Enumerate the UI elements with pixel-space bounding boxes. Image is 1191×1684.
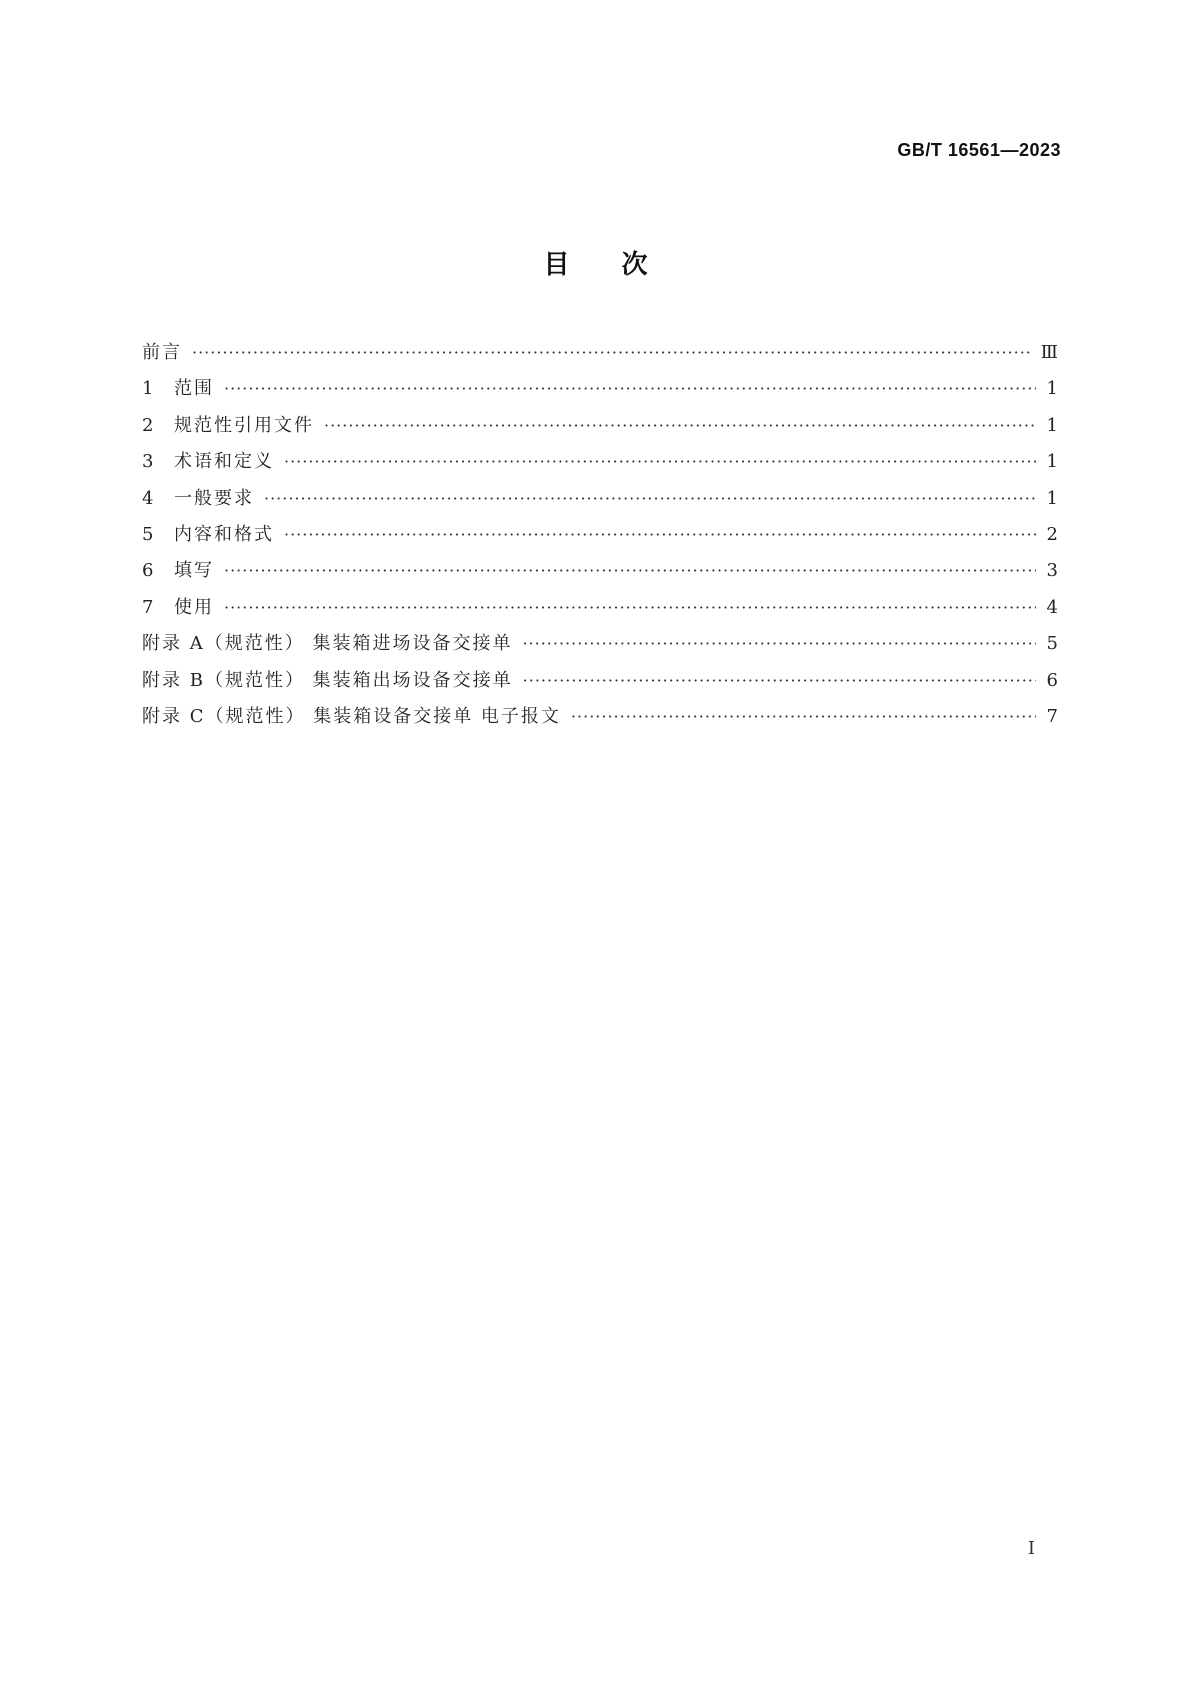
- page-title: 目次: [543, 250, 700, 280]
- toc-entry-page: 5: [1046, 633, 1058, 655]
- toc-leader-dots: [224, 598, 1036, 617]
- table-of-contents: [142, 338, 1058, 738]
- toc-leader-dots: [571, 707, 1036, 726]
- toc-entry-number: 4: [142, 487, 154, 509]
- toc-entry-number: 5: [142, 523, 154, 545]
- toc-entry-label: 使用: [174, 596, 214, 618]
- toc-entry-6[interactable]: [142, 556, 1058, 592]
- toc-entry-number: 1: [142, 378, 154, 400]
- toc-leader-dots: [264, 489, 1036, 508]
- toc-leader-dots: [224, 379, 1036, 398]
- toc-entry-5[interactable]: [142, 520, 1058, 556]
- toc-entry-appendix-c[interactable]: [142, 702, 1058, 738]
- toc-entry-label: 一般要求: [174, 487, 254, 509]
- toc-entry-label: 前言: [142, 342, 182, 363]
- toc-leader-dots: [284, 452, 1036, 471]
- toc-entry-page: 3: [1046, 560, 1058, 582]
- toc-entry-page: 1: [1046, 451, 1058, 473]
- toc-entry-label: 内容和格式: [174, 523, 274, 545]
- toc-entry-number: 3: [142, 451, 154, 473]
- toc-entry-label: 附录 C（规范性） 集装箱设备交接单 电子报文: [142, 705, 561, 727]
- toc-entry-page: 2: [1046, 523, 1058, 545]
- toc-entry-2[interactable]: [142, 411, 1058, 447]
- toc-leader-dots: [284, 525, 1036, 544]
- toc-entry-1[interactable]: [142, 374, 1058, 410]
- page-number: I: [1027, 1538, 1035, 1559]
- standard-code: GB/T 16561—2023: [897, 140, 1061, 160]
- toc-entry-page: Ⅲ: [1040, 342, 1058, 363]
- toc-entry-7[interactable]: [142, 593, 1058, 629]
- toc-entry-label: 术语和定义: [174, 451, 274, 473]
- toc-entry-4[interactable]: [142, 484, 1058, 520]
- toc-entry-number: 2: [142, 414, 154, 436]
- toc-entry-label: 规范性引用文件: [174, 414, 314, 436]
- toc-leader-dots: [523, 671, 1036, 690]
- toc-entry-number: 7: [142, 596, 154, 618]
- toc-entry-appendix-a[interactable]: [142, 629, 1058, 665]
- toc-leader-dots: [522, 634, 1036, 653]
- toc-entry-label: 附录 B（规范性） 集装箱出场设备交接单: [142, 669, 513, 691]
- toc-entry-page: 6: [1046, 669, 1058, 691]
- toc-entry-page: 1: [1046, 414, 1058, 436]
- toc-entry-foreword[interactable]: [142, 338, 1058, 374]
- toc-entry-page: 7: [1046, 705, 1058, 727]
- toc-entry-page: 1: [1046, 378, 1058, 400]
- toc-leader-dots: [192, 343, 1031, 362]
- toc-entry-page: 4: [1046, 596, 1058, 618]
- toc-entry-page: 1: [1046, 487, 1058, 509]
- toc-entry-label: 填写: [174, 560, 214, 582]
- toc-entry-label: 范围: [174, 378, 214, 400]
- toc-entry-label: 附录 A（规范性） 集装箱进场设备交接单: [142, 633, 513, 655]
- toc-entry-appendix-b[interactable]: [142, 666, 1058, 702]
- toc-leader-dots: [324, 416, 1036, 435]
- toc-entry-3[interactable]: [142, 447, 1058, 483]
- toc-leader-dots: [224, 561, 1036, 580]
- toc-entry-number: 6: [142, 560, 154, 582]
